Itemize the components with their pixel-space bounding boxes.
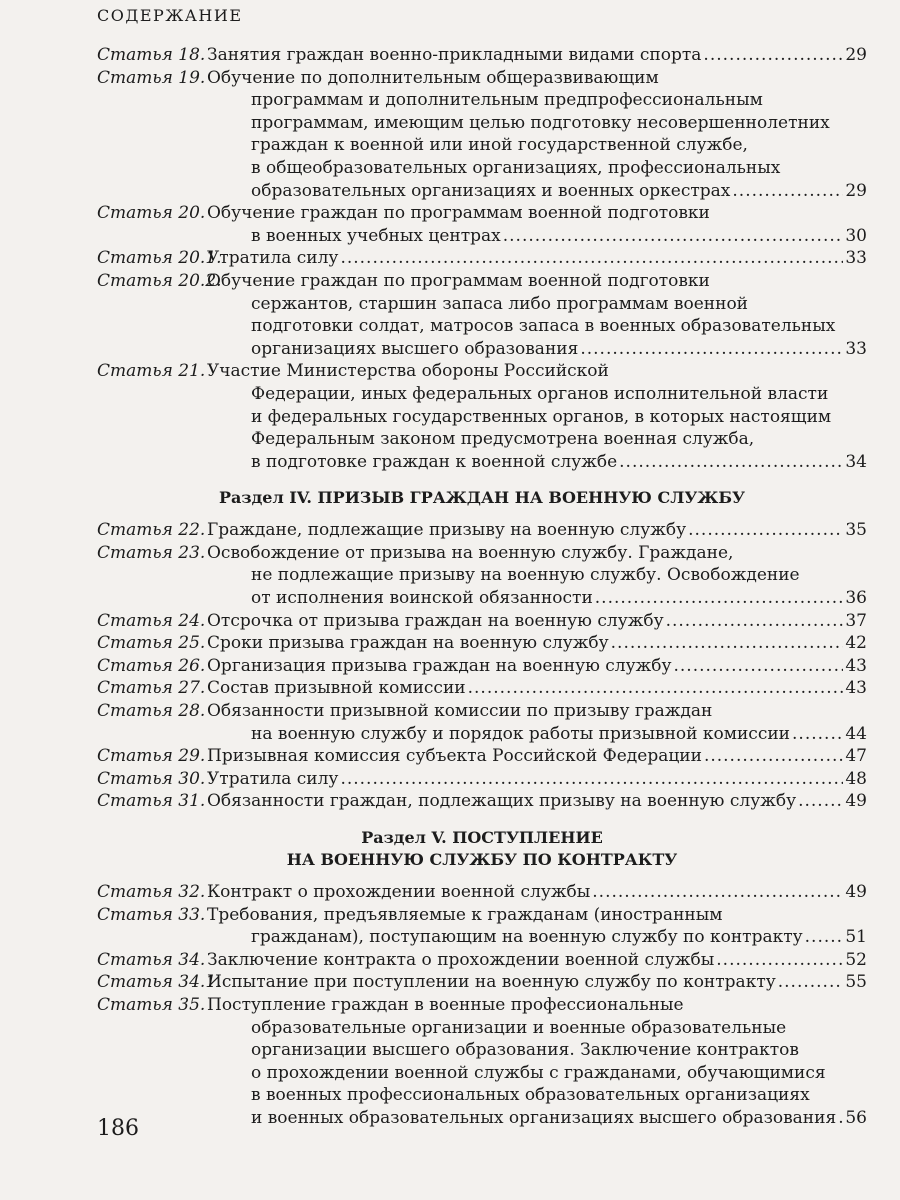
entry-title-text: Освобождение от призыва на военную службу. Граждане, <box>207 542 734 563</box>
entry-line <box>207 315 867 338</box>
entry-title-text: в военных профессиональных образовательных организациях <box>251 1085 810 1106</box>
dot-leader <box>666 610 844 633</box>
dot-leader <box>503 225 844 248</box>
entry-line <box>207 270 867 293</box>
article-label: Статья 35. <box>97 994 206 1015</box>
page-ref: 49 <box>845 791 867 812</box>
entry-title-text: Обучение граждан по программам военной подготовки <box>207 203 710 224</box>
entry-line <box>207 180 867 203</box>
entry-title-text: программам и дополнительным предпрофессиональным <box>251 90 763 111</box>
entry-line <box>207 723 867 746</box>
entry-line <box>207 89 867 112</box>
page-ref: 29 <box>845 180 867 201</box>
toc-entry[interactable] <box>97 881 867 904</box>
entry-line <box>207 67 867 90</box>
article-label: Статья 34. <box>97 949 206 970</box>
page-ref: 44 <box>845 723 867 744</box>
page-ref: 43 <box>845 655 867 676</box>
article-label: Статья 23. <box>97 542 206 563</box>
entry-line <box>207 677 867 700</box>
page-ref: 49 <box>845 882 867 902</box>
page-ref: 36 <box>845 588 867 609</box>
page-ref: 33 <box>845 248 867 269</box>
entry-line <box>207 1084 867 1107</box>
toc-entry[interactable] <box>97 519 867 542</box>
entry-title-text: Занятия граждан военно-прикладными видами спорта <box>207 45 702 65</box>
entry-line <box>207 904 867 927</box>
dot-leader <box>619 451 843 474</box>
entry-title-text: Обязанности призывной комиссии по призыву граждан <box>207 701 713 722</box>
entry-title-text: образовательные организации и военные образовательные <box>251 1017 787 1038</box>
article-label: Статья 30. <box>97 768 206 789</box>
toc-entry[interactable] <box>97 768 867 791</box>
entry-line <box>207 587 867 610</box>
entry-line <box>207 383 867 406</box>
entry-line <box>207 971 867 994</box>
entry-title-text: программам, имеющим целью подготовку несовершеннолетних <box>251 112 830 133</box>
entry-line <box>207 428 867 451</box>
entry-title-text: Испытание при поступлении на военную службу по контракту <box>207 972 776 993</box>
toc-entry[interactable] <box>97 202 867 247</box>
dot-leader <box>580 338 843 361</box>
entry-title-text: Заключение контракта о прохождении военной службы <box>207 949 715 970</box>
dot-leader <box>340 247 843 270</box>
entry-title-text: организациях высшего образования <box>251 338 579 359</box>
dot-leader <box>468 677 844 700</box>
entry-line <box>207 700 867 723</box>
entry-line <box>207 632 867 655</box>
entry-line <box>207 202 867 225</box>
entry-title-text: не подлежащие призыву на военную службу. Освобождение <box>251 565 800 586</box>
table-of-contents <box>97 44 867 1130</box>
entry-title-text: и военных образовательных организациях высшего образования <box>251 1107 837 1128</box>
page-ref: 34 <box>845 451 867 472</box>
toc-entry[interactable] <box>97 247 867 270</box>
toc-entry[interactable] <box>97 270 867 360</box>
article-label: Статья 33. <box>97 904 206 925</box>
entry-title-text: на военную службу и порядок работы призывной комиссии <box>251 723 791 744</box>
article-label: Статья 28. <box>97 701 206 722</box>
article-label: Статья 19. <box>97 67 206 88</box>
entry-title-text: Обучение граждан по программам военной подготовки <box>207 270 710 291</box>
article-label: Статья 20.1. <box>97 248 222 269</box>
entry-title-text: Граждане, подлежащие призыву на военную службу <box>207 520 687 541</box>
entry-title-text: Обязанности граждан, подлежащих призыву на военную службу <box>207 791 797 812</box>
toc-entry[interactable] <box>97 745 867 768</box>
article-label: Статья 24. <box>97 610 206 631</box>
article-label: Статья 22. <box>97 520 206 541</box>
article-label: Статья 27. <box>97 678 206 699</box>
toc-entry[interactable] <box>97 44 867 67</box>
dot-leader <box>703 44 843 67</box>
entry-line <box>207 293 867 316</box>
dot-leader <box>732 180 843 203</box>
toc-entry[interactable] <box>97 700 867 745</box>
entry-title-text: Федеральным законом предусмотрена военная служба, <box>251 429 755 450</box>
dot-leader <box>716 949 843 972</box>
page-ref: 52 <box>845 949 867 970</box>
section-heading <box>97 827 867 871</box>
dot-leader <box>595 587 844 610</box>
page-ref: 37 <box>845 610 867 631</box>
page-ref: 42 <box>845 633 867 654</box>
dot-leader <box>611 632 844 655</box>
entry-line <box>207 1107 867 1130</box>
page-ref: 35 <box>845 520 867 541</box>
page-ref: 47 <box>845 746 867 767</box>
toc-entry[interactable] <box>97 949 867 972</box>
entry-line <box>207 134 867 157</box>
entry-line <box>207 610 867 633</box>
dot-leader <box>798 790 843 813</box>
dot-leader <box>688 519 843 542</box>
entry-title-text: Состав призывной комиссии <box>207 678 466 699</box>
section-heading <box>97 487 867 509</box>
dot-leader <box>704 745 843 768</box>
entry-title-text: и федеральных государственных органов, в которых настоящим <box>251 406 832 427</box>
entry-title-text: Утратила силу <box>207 768 339 789</box>
dot-leader <box>792 723 843 746</box>
dot-leader <box>805 926 844 949</box>
entry-line <box>207 949 867 972</box>
section-heading-line: Раздел IV. ПРИЗЫВ ГРАЖДАН НА ВОЕННУЮ СЛУЖБУ <box>219 488 745 508</box>
toc-entry[interactable] <box>97 790 867 813</box>
entry-title-text: Поступление граждан в военные профессиональные <box>207 994 684 1015</box>
entry-title-text: Федерации, иных федеральных органов исполнительной власти <box>251 383 829 404</box>
entry-line <box>207 542 867 565</box>
entry-title-text: Организация призыва граждан на военную службу <box>207 655 672 676</box>
entry-title-text: Участие Министерства обороны Российской <box>207 361 609 382</box>
entry-line <box>207 564 867 587</box>
entry-title-text: гражданам), поступающим на военную службу по контракту <box>251 927 803 948</box>
page-ref: 33 <box>845 338 867 359</box>
article-label: Статья 29. <box>97 746 206 767</box>
entry-title-text: Обучение по дополнительным общеразвивающим <box>207 67 659 88</box>
page-ref: 56 <box>845 1107 867 1128</box>
article-label: Статья 18. <box>97 45 206 65</box>
toc-entry[interactable] <box>97 904 867 949</box>
toc-entry[interactable] <box>97 610 867 633</box>
entry-title-text: Утратила силу <box>207 248 339 269</box>
article-label: Статья 20. <box>97 203 206 224</box>
dot-leader <box>673 655 843 678</box>
entry-line <box>207 247 867 270</box>
entry-line <box>207 994 867 1017</box>
article-label: Статья 20.2. <box>97 270 222 291</box>
entry-line <box>207 44 867 67</box>
toc-entry[interactable] <box>97 994 867 1130</box>
entry-line <box>207 790 867 813</box>
entry-title-text: граждан к военной или иной государственной службе, <box>251 135 748 156</box>
dot-leader <box>838 1107 843 1130</box>
toc-entry[interactable] <box>97 677 867 700</box>
dot-leader <box>340 768 843 791</box>
page-ref: 30 <box>845 225 867 246</box>
article-label: Статья 21. <box>97 361 206 382</box>
entry-title-text: в общеобразовательных организациях, профессиональных <box>251 157 781 178</box>
entry-line <box>207 519 867 542</box>
toc-entry[interactable] <box>97 67 867 203</box>
section-heading-line: НА ВОЕННУЮ СЛУЖБУ ПО КОНТРАКТУ <box>286 850 678 869</box>
toc-entry[interactable] <box>97 632 867 655</box>
article-label: Статья 31. <box>97 791 206 812</box>
toc-entry[interactable] <box>97 655 867 678</box>
page-number: 186 <box>97 1116 139 1141</box>
entry-title-text: от исполнения воинской обязанности <box>251 588 593 609</box>
entry-title-text: сержантов, старшин запаса либо программам военной <box>251 293 749 314</box>
toc-entry[interactable] <box>97 971 867 994</box>
entry-title-text: Призывная комиссия субъекта Российской Федерации <box>207 746 702 767</box>
article-label: Статья 32. <box>97 882 206 902</box>
entry-title-text: организации высшего образования. Заключение контрактов <box>251 1040 799 1061</box>
entry-line <box>207 1017 867 1040</box>
page-ref: 29 <box>845 45 867 65</box>
page-ref: 48 <box>845 768 867 789</box>
entry-title-text: Контракт о прохождении военной службы <box>207 882 591 902</box>
entry-title-text: Требования, предъявляемые к гражданам (иностранным <box>207 904 723 925</box>
entry-line <box>207 225 867 248</box>
entry-title-text: Отсрочка от призыва граждан на военную службу <box>207 610 664 631</box>
entry-line <box>207 406 867 429</box>
entry-line <box>207 360 867 383</box>
article-label: Статья 34.1. <box>97 972 222 993</box>
entry-line <box>207 1062 867 1085</box>
entry-title-text: Сроки призыва граждан на военную службу <box>207 633 609 654</box>
entry-title-text: в подготовке граждан к военной службе <box>251 451 618 472</box>
entry-line <box>207 112 867 135</box>
page-ref: 43 <box>845 678 867 699</box>
entry-line <box>207 745 867 768</box>
toc-entry[interactable] <box>97 360 867 473</box>
page-ref: 55 <box>845 972 867 993</box>
page-ref: 51 <box>845 927 867 948</box>
running-header: СОДЕРЖАНИЕ <box>97 6 243 25</box>
entry-title-text: образовательных организациях и военных оркестрах <box>251 180 731 201</box>
entry-line <box>207 655 867 678</box>
dot-leader <box>778 971 844 994</box>
entry-line <box>207 1039 867 1062</box>
entry-line <box>207 338 867 361</box>
article-label: Статья 25. <box>97 633 206 654</box>
article-label: Статья 26. <box>97 655 206 676</box>
entry-line <box>207 451 867 474</box>
entry-line <box>207 157 867 180</box>
dot-leader <box>592 881 843 904</box>
entry-line <box>207 881 867 904</box>
entry-title-text: о прохождении военной службы с гражданами, обучающимися <box>251 1062 826 1083</box>
entry-line <box>207 768 867 791</box>
section-heading-line: Раздел V. ПОСТУПЛЕНИЕ <box>361 828 603 847</box>
toc-entry[interactable] <box>97 542 867 610</box>
entry-line <box>207 926 867 949</box>
entry-title-text: подготовки солдат, матросов запаса в военных образовательных <box>251 316 836 337</box>
entry-title-text: в военных учебных центрах <box>251 225 501 246</box>
